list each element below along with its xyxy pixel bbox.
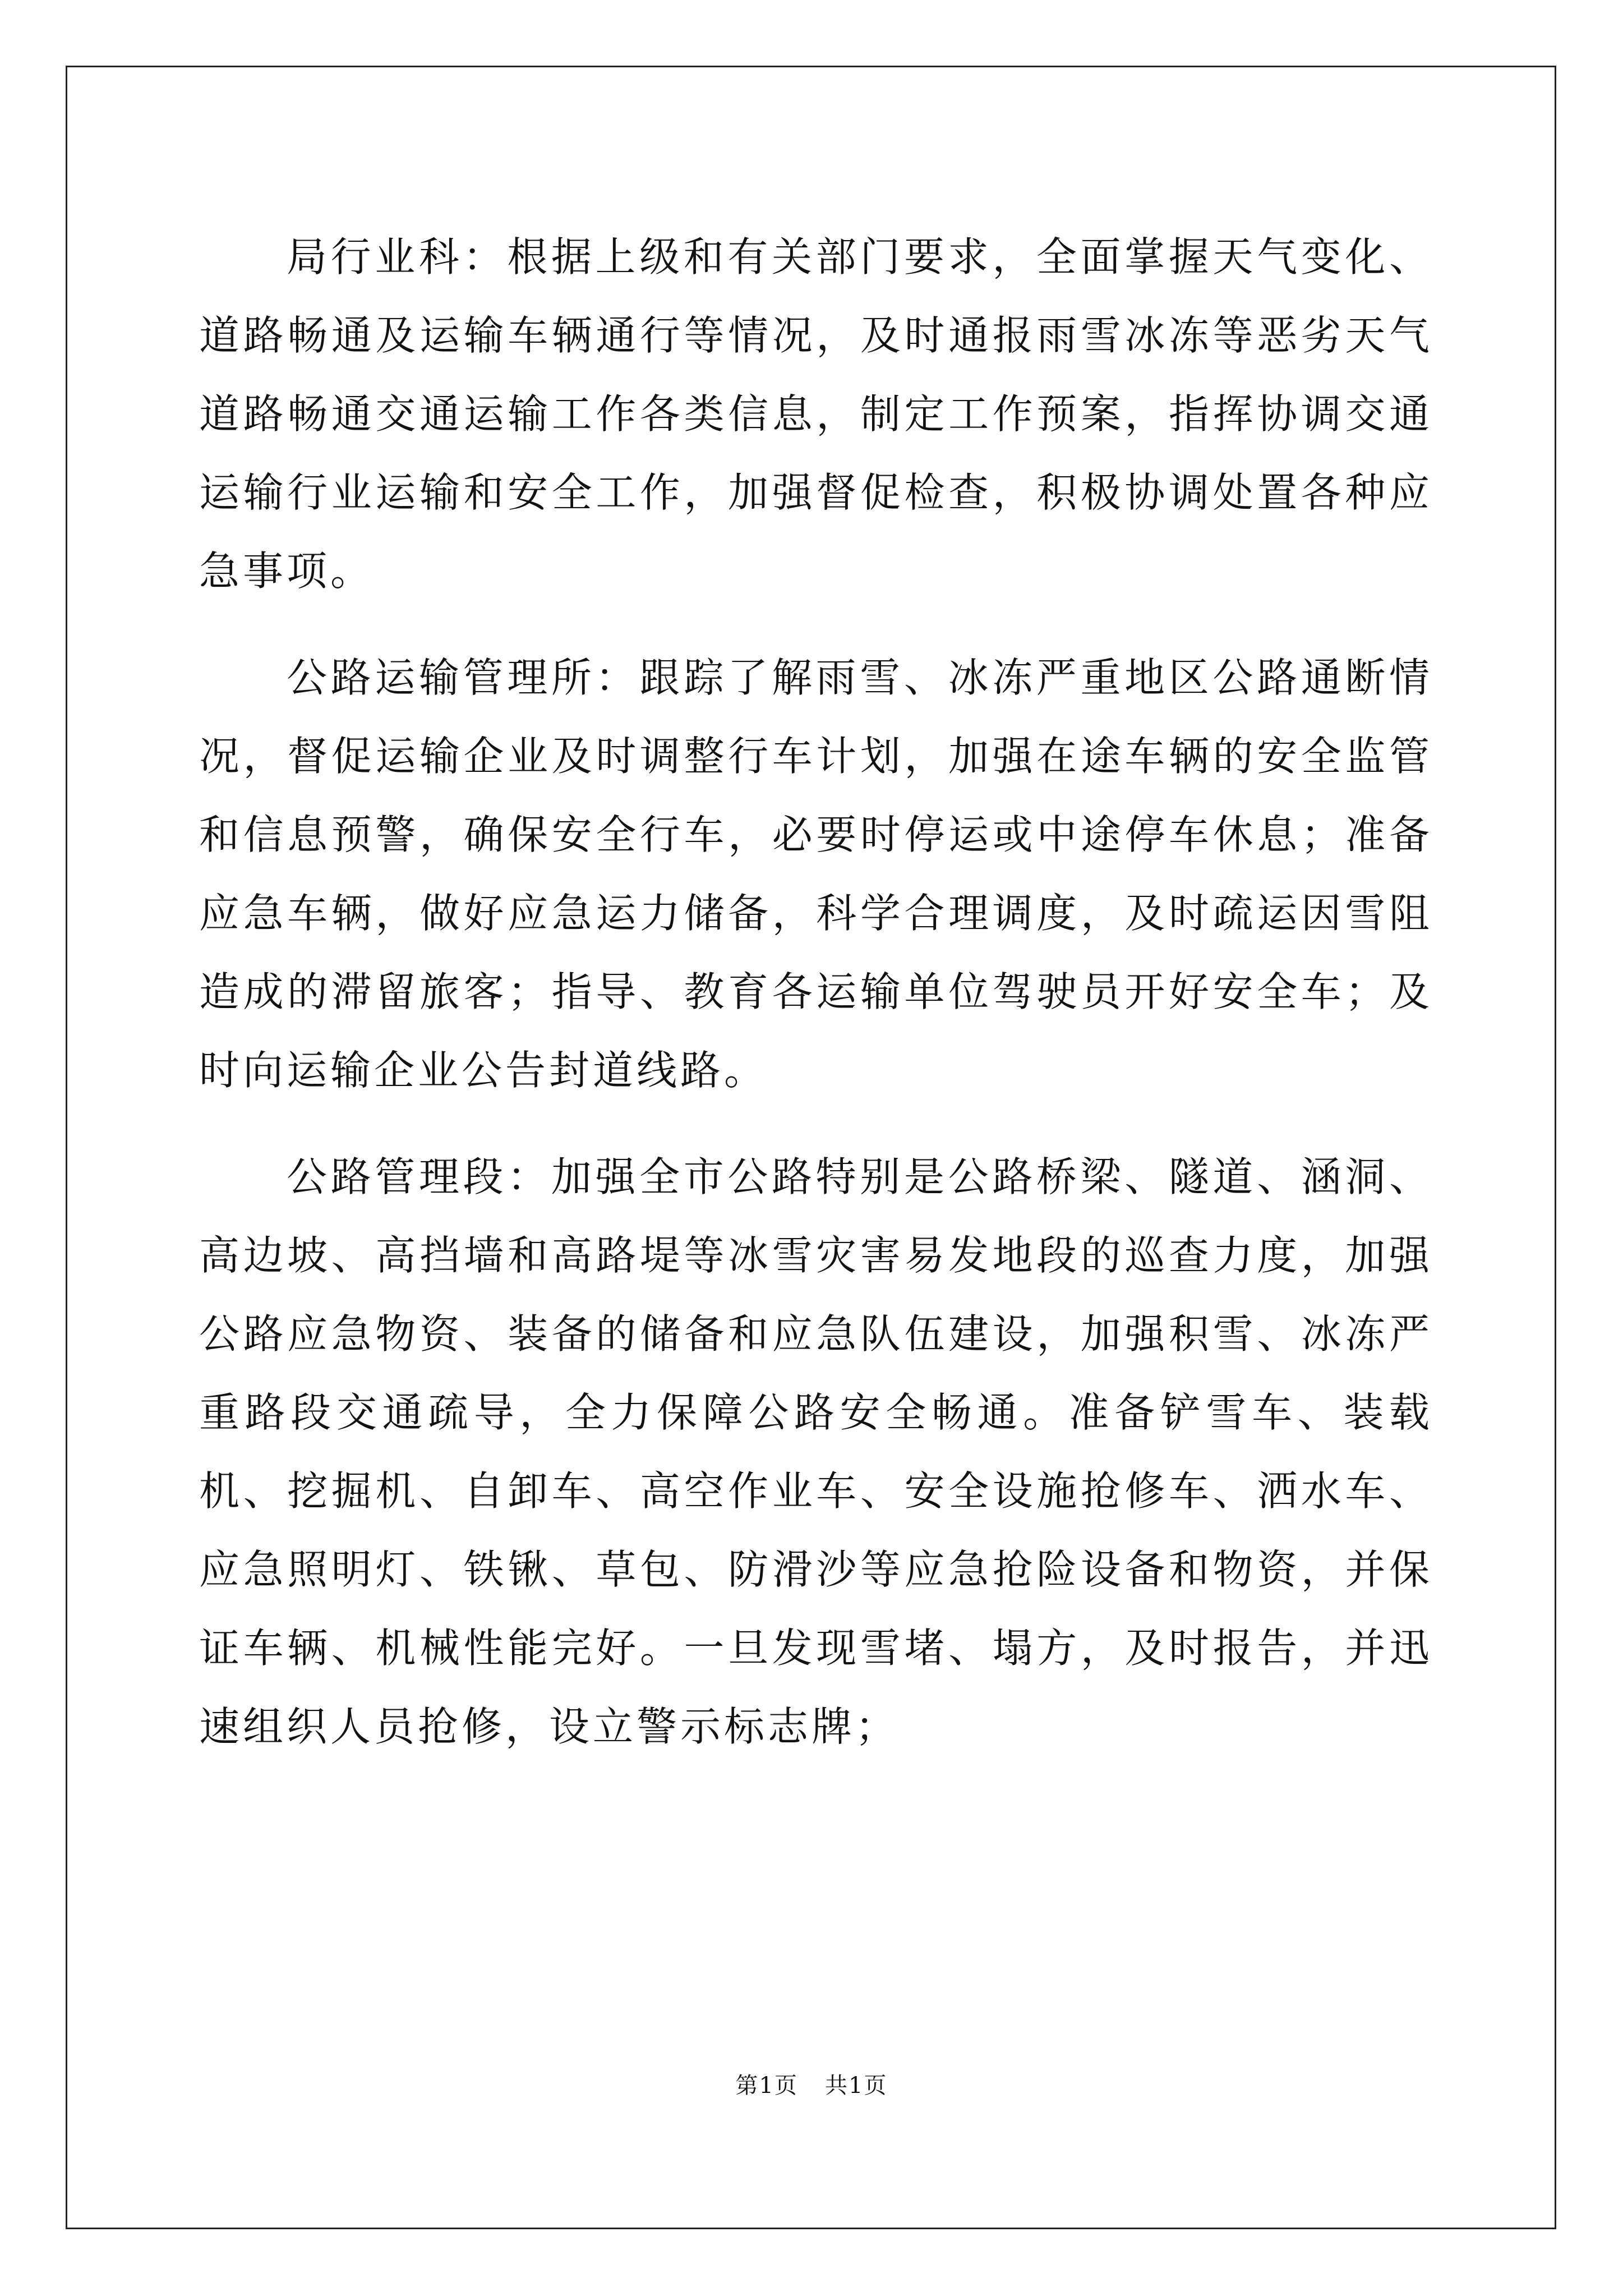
paragraph-bureau-industry-section: 局行业科：根据上级和有关部门要求，全面掌握天气变化、道路畅通及运输车辆通行等情况，及时通报雨雪冰冻等恶劣天气道路畅通交通运输工作各类信息，制定工作预案，指挥协调交通运输行业运输和安全工作，加强督促检查，积极协调处置各种应急事项。	[199, 233, 1433, 595]
page-footer	[0, 2069, 1623, 2102]
page-number-total: 共1页	[825, 2073, 888, 2099]
paragraph-highway-management-section: 公路管理段：加强全市公路特别是公路桥梁、隧道、涵洞、高边坡、高挡墙和高路堤等冰雪灾害易发地段的巡查力度，加强公路应急物资、装备的储备和应急队伍建设，加强积雪、冰冻严重路段交通疏导，全力保障公路安全畅通。准备铲雪车、装载机、挖掘机、自卸车、高空作业车、安全设施抢修车、洒水车、应急照明灯、铁锹、草包、防滑沙等应急抢险设备和物资，并保证车辆、机械性能完好。一旦发现雪堵、塌方，及时报告，并迅速组织人员抢修，设立警示标志牌；	[199, 1153, 1433, 1750]
paragraph-road-transport-office: 公路运输管理所：跟踪了解雨雪、冰冻严重地区公路通断情况，督促运输企业及时调整行车计划，加强在途车辆的安全监管和信息预警，确保安全行车，必要时停运或中途停车休息；准备应急车辆，做好应急运力储备，科学合理调度，及时疏运因雪阻造成的滞留旅客；指导、教育各运输单位驾驶员开好安全车；及时向运输企业公告封道线路。	[199, 654, 1433, 1094]
document-body	[199, 218, 1433, 1766]
page-number-current: 第1页	[735, 2073, 798, 2099]
